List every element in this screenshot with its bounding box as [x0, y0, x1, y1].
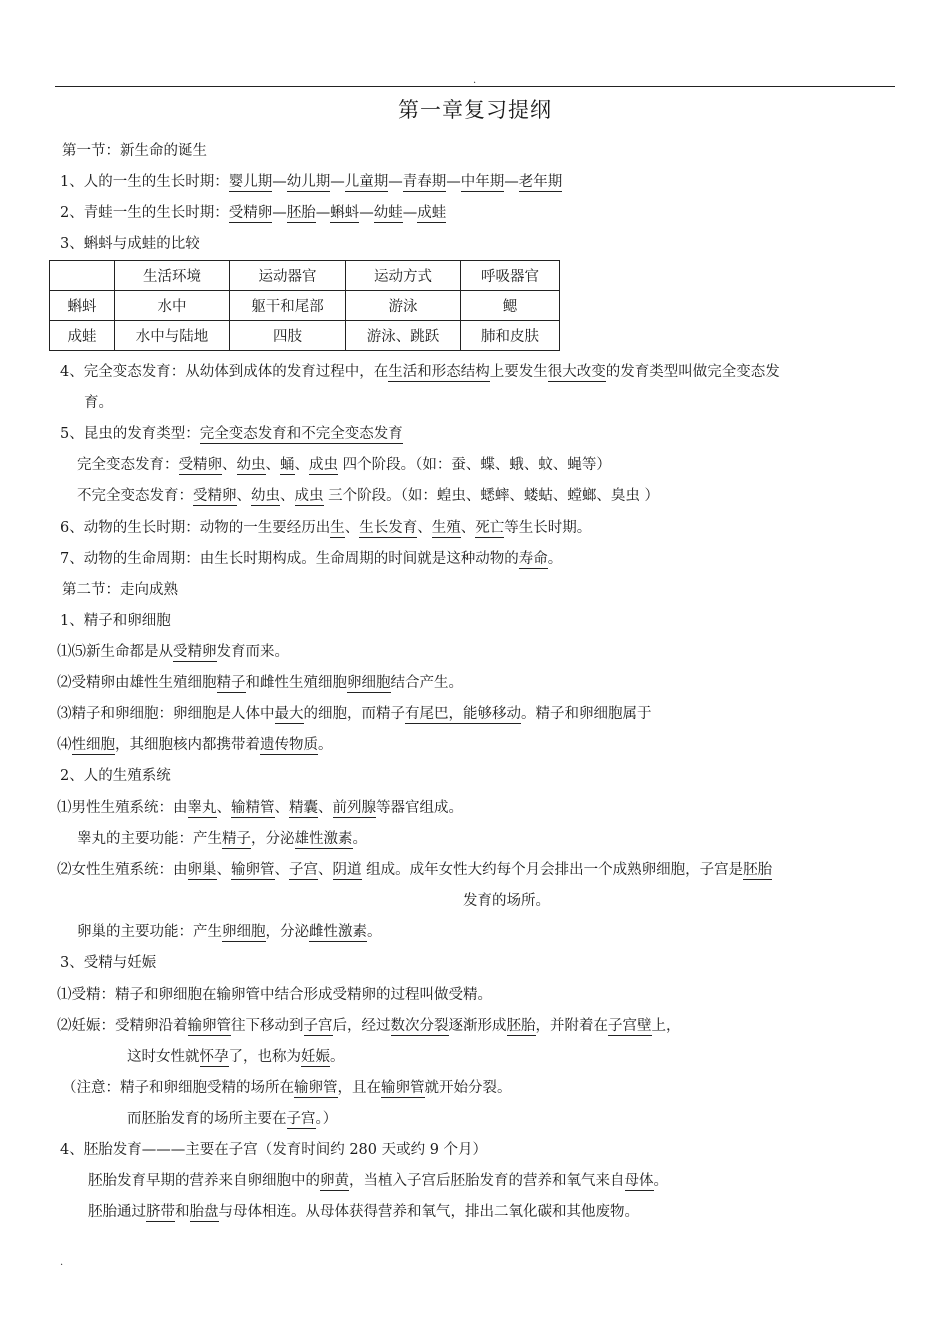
term: 输卵管	[187, 1018, 231, 1034]
line-embryo-nutrition: 胚胎发育早期的营养来自卵细胞中的卵黄，当植入子宫后胚胎发育的营养和氧气来自母体。	[88, 1173, 668, 1189]
term: 生	[330, 520, 345, 536]
line-p4: ⑷性细胞，其细胞核内都携带着遗传物质。	[57, 737, 333, 753]
table-cell: 蝌蚪	[50, 291, 115, 321]
term: 脐带	[146, 1204, 175, 1220]
table-header-row	[50, 261, 560, 291]
table-cell: 游泳	[346, 291, 461, 321]
table-header-cell: 生活环境	[115, 261, 230, 291]
line-complete-metamorphosis-def-cont: 育。	[84, 395, 113, 411]
term: 子宫	[303, 1018, 333, 1034]
term: 卵黄	[320, 1173, 349, 1189]
table-cell: 水中	[115, 291, 230, 321]
line-pregnancy-cont: 这时女性就怀孕了，也称为妊娠。	[127, 1049, 345, 1065]
subheading-fertilization: 3、受精与妊娠	[60, 955, 157, 971]
line-frog-stages: 2、青蛙一生的生长时期：受精卵—胚胎—蝌蚪—幼蛙—成蛙	[60, 205, 447, 221]
line-fertilization: ⑴受精：精子和卵细胞在输卵管中结合形成受精卵的过程叫做受精。	[57, 987, 492, 1003]
term: 输卵管	[231, 862, 275, 878]
term: 性细胞	[71, 737, 115, 753]
term: 卵巢	[187, 862, 217, 878]
term: 精子	[216, 675, 246, 691]
line-p3: ⑶精子和卵细胞：卵细胞是人体中最大的细胞，而精子有尾巴，能够移动。精子和卵细胞属于	[57, 706, 652, 722]
page-title: 第一章复习提纲	[398, 98, 552, 122]
term: 母体	[624, 1173, 654, 1189]
term: 怀孕	[199, 1049, 229, 1065]
term: 寿命	[518, 551, 548, 567]
term: 卵细胞	[347, 675, 391, 691]
line-complete-stages: 完全变态发育：受精卵、幼虫、蛹、成虫 四个阶段。（如：蚕、蝶、蛾、蚊、蝇等）	[77, 457, 611, 473]
line-life-cycle: 7、动物的生命周期：由生长时期构成。生命周期的时间就是这种动物的寿命。	[60, 551, 563, 567]
term: 完全变态发育和不完全变态发育	[199, 426, 403, 442]
line-animal-periods: 6、动物的生长时期：动物的一生要经历出生、生长发育、生殖、死亡等生长时期。	[60, 520, 592, 536]
line-testis-function: 睾丸的主要功能：产生精子，分泌雄性激素。	[77, 831, 367, 847]
line-female-system-cont: 发育的场所。	[463, 893, 550, 909]
term: 幼蛙	[373, 205, 403, 221]
term: 蛹	[280, 457, 295, 473]
term: 成蛙	[417, 205, 447, 221]
term: 生活和形态结构	[388, 364, 490, 380]
term: 受精卵	[173, 644, 217, 660]
term: 输卵管	[294, 1080, 338, 1096]
table-row	[50, 321, 560, 351]
table-cell: 游泳、跳跃	[346, 321, 461, 351]
term: 阴道	[332, 862, 362, 878]
term: 胚胎	[286, 205, 316, 221]
term: 幼儿期	[286, 174, 331, 190]
section-1-heading: 第一节：新生命的诞生	[62, 143, 207, 159]
term: 幼虫	[251, 488, 280, 504]
term: 数次分裂	[390, 1018, 449, 1034]
header-dot: .	[473, 75, 477, 86]
term: 生殖	[431, 520, 461, 536]
term: 输卵管	[381, 1080, 425, 1096]
term: 雌性激素	[309, 924, 367, 940]
term: 蝌蚪	[330, 205, 360, 221]
table-header-cell: 运动器官	[230, 261, 346, 291]
table-header-cell: 呼吸器官	[461, 261, 560, 291]
term: 有尾巴，能够移动	[405, 706, 521, 722]
line-female-system: ⑵女性生殖系统：由卵巢、输卵管、子宫、阴道 组成。成年女性大约每个月会排出一个成熟卵细胞，子宫是胚胎	[57, 862, 773, 878]
term: 很大改变	[547, 364, 606, 380]
subheading-embryo: 4、胚胎发育———主要在子宫（发育时间约 280 天或约 9 个月）	[60, 1142, 488, 1158]
line-p1: ⑴⑸新生命都是从受精卵发育而来。	[57, 644, 289, 660]
term: 遗传物质	[260, 737, 318, 753]
term: 生长发育	[359, 520, 418, 536]
term: 儿童期	[344, 174, 389, 190]
line-embryo-connection: 胚胎通过脐带和胎盘与母体相连。从母体获得营养和氧气，排出二氧化碳和其他废物。	[88, 1204, 639, 1220]
comparison-table	[49, 260, 560, 351]
term: 子宫	[286, 1111, 316, 1127]
term: 睾丸	[187, 800, 217, 816]
term: 青春期	[402, 174, 447, 190]
table-header-cell: 运动方式	[346, 261, 461, 291]
term: 老年期	[518, 174, 563, 190]
table-cell: 四肢	[230, 321, 346, 351]
term: 精囊	[289, 800, 318, 816]
term: 最大	[274, 706, 304, 722]
term: 死亡	[475, 520, 505, 536]
line-male-system: ⑴男性生殖系统：由睾丸、输精管、精囊、前列腺等器官组成。	[57, 800, 463, 816]
term: 婴儿期	[228, 174, 273, 190]
term: 胚胎	[506, 1018, 536, 1034]
table-cell: 肺和皮肤	[461, 321, 560, 351]
term: 受精卵	[178, 457, 222, 473]
line-pregnancy: ⑵妊娠：受精卵沿着输卵管往下移动到子宫后，经过数次分裂逐渐形成胚胎，并附着在子宫壁上，	[57, 1018, 681, 1034]
term: 成虫	[309, 457, 338, 473]
term: 妊娠	[301, 1049, 330, 1065]
section-2-heading: 第二节：走向成熟	[62, 582, 178, 598]
table-header-cell	[50, 261, 115, 291]
line-note: （注意：精子和卵细胞受精的场所在输卵管，且在输卵管就开始分裂。	[62, 1080, 512, 1096]
term: 输精管	[231, 800, 275, 816]
term: 精子	[222, 831, 251, 847]
term: 胚胎	[743, 862, 773, 878]
line-note-cont: 而胚胎发育的场所主要在子宫。）	[127, 1111, 338, 1127]
header-rule	[55, 86, 895, 87]
term: 胎盘	[189, 1204, 219, 1220]
term: 受精卵	[228, 205, 273, 221]
term: 前列腺	[332, 800, 376, 816]
term: 成虫	[294, 488, 324, 504]
line-complete-metamorphosis-def: 4、完全变态发育：从幼体到成体的发育过程中，在生活和形态结构上要发生很大改变的发育类型叫做完全变态发	[60, 364, 780, 380]
line-insect-types: 5、昆虫的发育类型：完全变态发育和不完全变态发育	[60, 426, 403, 442]
table-cell: 鳃	[461, 291, 560, 321]
term: 子宫壁	[608, 1018, 652, 1034]
line-comparison-heading: 3、蝌蚪与成蛙的比较	[60, 236, 200, 252]
table-cell: 躯干和尾部	[230, 291, 346, 321]
line-human-stages: 1、人的一生的生长时期：婴儿期—幼儿期—儿童期—青春期—中年期—老年期	[60, 174, 563, 190]
term: 雄性激素	[294, 831, 353, 847]
table-row	[50, 291, 560, 321]
footer-dot: .	[60, 1257, 64, 1268]
term: 中年期	[460, 174, 505, 190]
term: 卵细胞	[222, 924, 266, 940]
table-cell: 成蛙	[50, 321, 115, 351]
table-cell: 水中与陆地	[115, 321, 230, 351]
term: 子宫	[289, 862, 318, 878]
line-ovary-function: 卵巢的主要功能：产生卵细胞，分泌雌性激素。	[77, 924, 382, 940]
term: 幼虫	[236, 457, 266, 473]
subheading-sperm-egg: 1、精子和卵细胞	[60, 613, 171, 629]
line-p2: ⑵受精卵由雄性生殖细胞精子和雌性生殖细胞卵细胞结合产生。	[57, 675, 463, 691]
term: 受精卵	[193, 488, 237, 504]
subheading-reproductive-system: 2、人的生殖系统	[60, 768, 171, 784]
line-incomplete-stages: 不完全变态发育：受精卵、幼虫、成虫 三个阶段。（如：蝗虫、蟋蟀、蝼蛄、螳螂、臭虫 ）	[77, 488, 659, 504]
